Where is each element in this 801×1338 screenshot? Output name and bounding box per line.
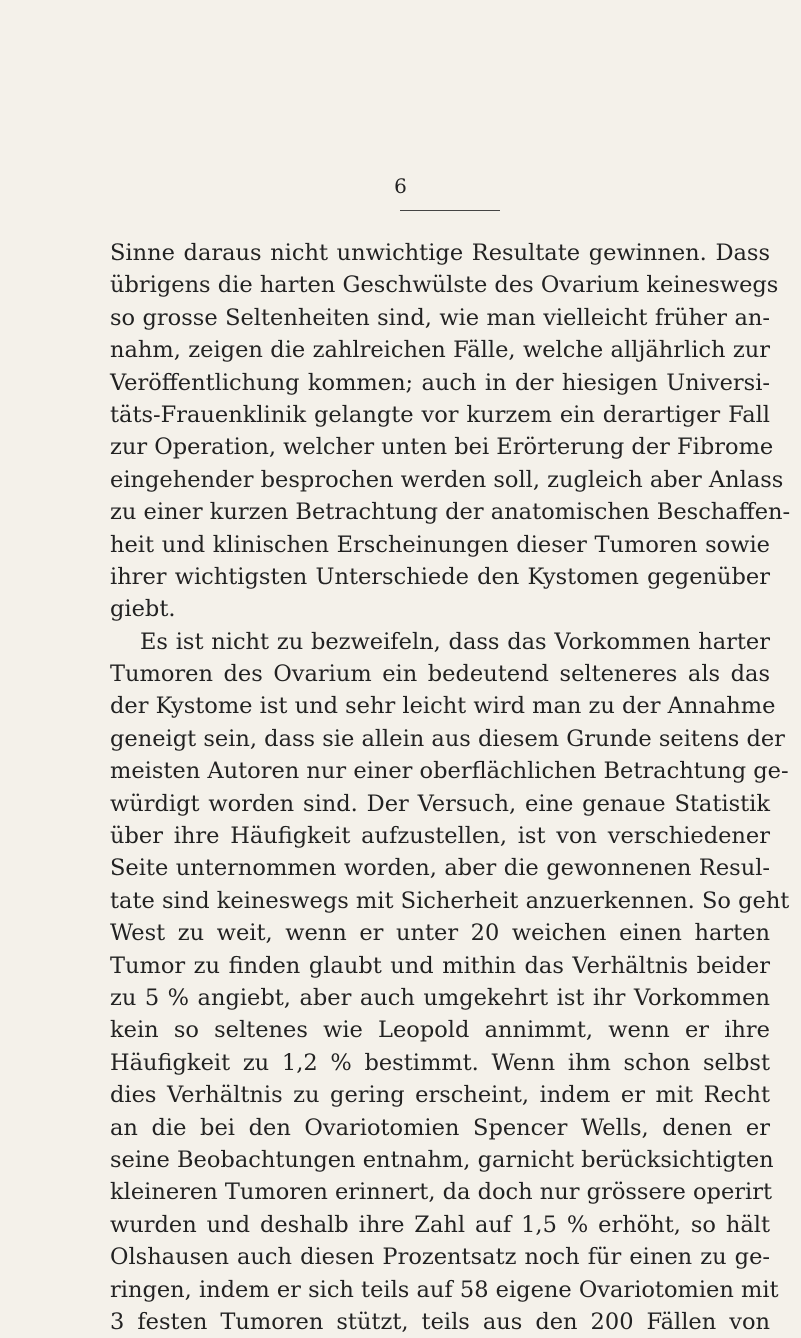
- text-line: heit und klinischen Erscheinungen dieser Tumoren sowie: [110, 531, 770, 558]
- text-line: giebt.: [110, 596, 176, 623]
- text-line: zu einer kurzen Betrachtung der anatomischen Beschaffen-: [110, 499, 791, 526]
- text-line: kein so seltenes wie Leopold annimmt, wenn er ihre: [110, 1017, 770, 1044]
- page-number: 6: [394, 174, 407, 198]
- text-line: seine Beobachtungen entnahm, garnicht berücksichtigten: [110, 1146, 774, 1173]
- text-line: ihrer wichtigsten Unterschiede den Kystomen gegenüber: [110, 563, 770, 590]
- text-line: eingehender besprochen werden soll, zugleich aber Anlass: [110, 466, 784, 493]
- text-line: an die bei den Ovariotomien Spencer Wells, denen er: [110, 1114, 770, 1141]
- text-line: zur Operation, welcher unten bei Erörterung der Fibrome: [110, 434, 774, 461]
- text-line: Tumoren des Ovarium ein bedeutend selteneres als das: [110, 661, 770, 688]
- text-line: würdigt worden sind. Der Versuch, eine genaue Statistik: [110, 790, 770, 817]
- text-line: kleineren Tumoren erinnert, da doch nur grössere operirt: [110, 1179, 773, 1206]
- text-line: wurden und deshalb ihre Zahl auf 1,5 % erhöht, so hält: [110, 1211, 770, 1238]
- text-line: 3 festen Tumoren stützt, teils aus den 200 Fällen von: [110, 1308, 770, 1335]
- text-line: Veröffentlichung kommen; auch in der hiesigen Universi-: [110, 369, 770, 396]
- text-line: der Kystome ist und sehr leicht wird man zu der Annahme: [110, 693, 776, 720]
- text-line: Sinne daraus nicht unwichtige Resultate gewinnen. Dass: [110, 240, 770, 266]
- text-line: Häufigkeit zu 1,2 % bestimmt. Wenn ihm schon selbst: [110, 1049, 770, 1076]
- text-line: meisten Autoren nur einer oberflächlichen Betrachtung ge-: [110, 758, 789, 785]
- text-line: Tumor zu finden glaubt und mithin das Verhältnis beider: [110, 952, 770, 979]
- text-line: Olshausen auch diesen Prozentsatz noch für einen zu ge-: [110, 1244, 770, 1271]
- text-line: übrigens die harten Geschwülste des Ovarium keineswegs: [110, 272, 779, 299]
- page-number-rule: [400, 210, 500, 211]
- text-line: nahm, zeigen die zahlreichen Fälle, welche alljährlich zur: [110, 337, 770, 364]
- text-line: täts-Frauenklinik gelangte vor kurzem ein derartiger Fall: [110, 401, 770, 428]
- text-line: Seite unternommen worden, aber die gewonnenen Resul-: [110, 855, 770, 882]
- text-line: dies Verhältnis zu gering erscheint, indem er mit Recht: [110, 1082, 770, 1109]
- text-line: Es ist nicht zu bezweifeln, dass das Vorkommen harter: [140, 628, 770, 655]
- text-line: so grosse Seltenheiten sind, wie man vielleicht früher an-: [110, 304, 770, 331]
- text-line: über ihre Häufigkeit aufzustellen, ist von verschiedener: [110, 823, 770, 850]
- text-line: ringen, indem er sich teils auf 58 eigene Ovariotomien mit: [110, 1276, 779, 1303]
- text-line: West zu weit, wenn er unter 20 weichen einen harten: [110, 920, 770, 947]
- text-line: tate sind keineswegs mit Sicherheit anzuerkennen. So geht: [110, 887, 790, 914]
- body-text: [110, 237, 791, 1338]
- text-line: geneigt sein, dass sie allein aus diesem Grunde seitens der: [110, 725, 785, 752]
- text-line: zu 5 % angiebt, aber auch umgekehrt ist ihr Vorkommen: [110, 984, 770, 1011]
